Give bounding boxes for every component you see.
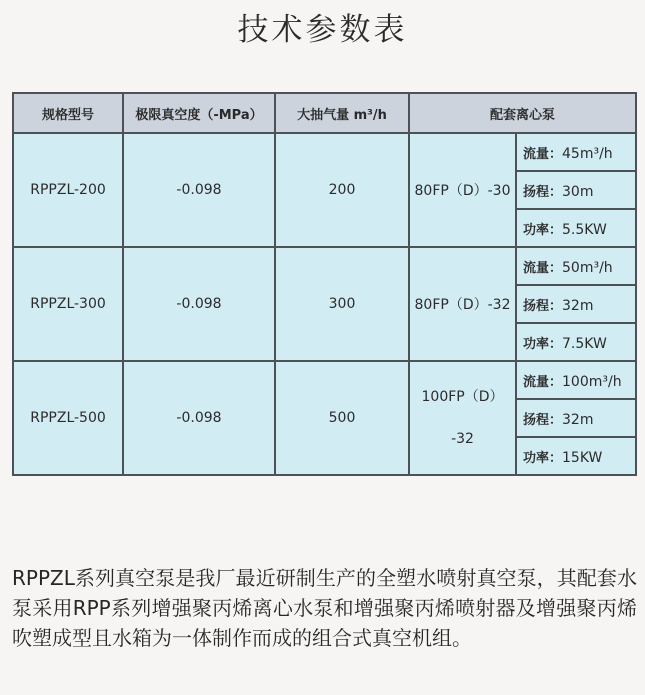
head-label: 扬程： xyxy=(523,298,563,314)
cell-pump-model xyxy=(409,361,516,475)
cell-pump-power xyxy=(516,437,636,475)
cell-vacuum: -0.098 xyxy=(123,247,275,361)
power-label: 功率： xyxy=(523,450,563,466)
cell-pump-flow xyxy=(516,133,636,171)
head-value: 32m xyxy=(562,297,594,314)
description-paragraph: RPPZL系列真空泵是我厂最近研制生产的全塑水喷射真空泵，其配套水泵采用RPP系列增强聚丙烯离心水泵和增强聚丙烯喷射器及增强聚丙烯吹塑成型且水箱为一体制作而成的组合式真空机组。 xyxy=(12,566,637,650)
power-value: 15KW xyxy=(562,449,603,466)
spec-table xyxy=(12,92,637,476)
flow-value: 100m³/h xyxy=(562,373,622,390)
table-row xyxy=(13,361,636,399)
pump-model-line1: 100FP（D） xyxy=(421,389,504,405)
flow-value: 50m³/h xyxy=(562,259,613,276)
cell-flow-capacity: 500 xyxy=(275,361,409,475)
cell-pump-head xyxy=(516,171,636,209)
table-header-row xyxy=(13,93,636,133)
cell-pump-flow xyxy=(516,361,636,399)
header-flow-capacity: 大抽气量 m³/h xyxy=(275,93,409,133)
cell-model: RPPZL-500 xyxy=(13,361,123,475)
cell-pump-power xyxy=(516,323,636,361)
flow-label: 流量： xyxy=(523,146,563,162)
header-model: 规格型号 xyxy=(13,93,123,133)
cell-flow-capacity: 200 xyxy=(275,133,409,247)
cell-pump-head xyxy=(516,285,636,323)
pump-model-line2: -32 xyxy=(451,431,474,447)
head-label: 扬程： xyxy=(523,412,563,428)
table-row xyxy=(13,133,636,171)
power-value: 5.5KW xyxy=(562,221,607,238)
cell-flow-capacity: 300 xyxy=(275,247,409,361)
header-vacuum: 极限真空度（-MPa） xyxy=(123,93,275,133)
cell-pump-model: 80FP（D）-32 xyxy=(409,247,516,361)
head-value: 32m xyxy=(562,411,594,428)
flow-label: 流量： xyxy=(523,374,563,390)
flow-label: 流量： xyxy=(523,260,563,276)
page-title: 技术参数表 xyxy=(237,12,408,48)
table-row xyxy=(13,247,636,285)
head-label: 扬程： xyxy=(523,184,563,200)
cell-vacuum: -0.098 xyxy=(123,361,275,475)
cell-pump-model: 80FP（D）-30 xyxy=(409,133,516,247)
cell-pump-power xyxy=(516,209,636,247)
cell-vacuum: -0.098 xyxy=(123,133,275,247)
cell-pump-head xyxy=(516,399,636,437)
header-pump: 配套离心泵 xyxy=(409,93,636,133)
power-label: 功率： xyxy=(523,336,563,352)
cell-model: RPPZL-300 xyxy=(13,247,123,361)
power-value: 7.5KW xyxy=(562,335,607,352)
flow-value: 45m³/h xyxy=(562,145,613,162)
power-label: 功率： xyxy=(523,222,563,238)
cell-pump-flow xyxy=(516,247,636,285)
head-value: 30m xyxy=(562,183,594,200)
cell-model: RPPZL-200 xyxy=(13,133,123,247)
